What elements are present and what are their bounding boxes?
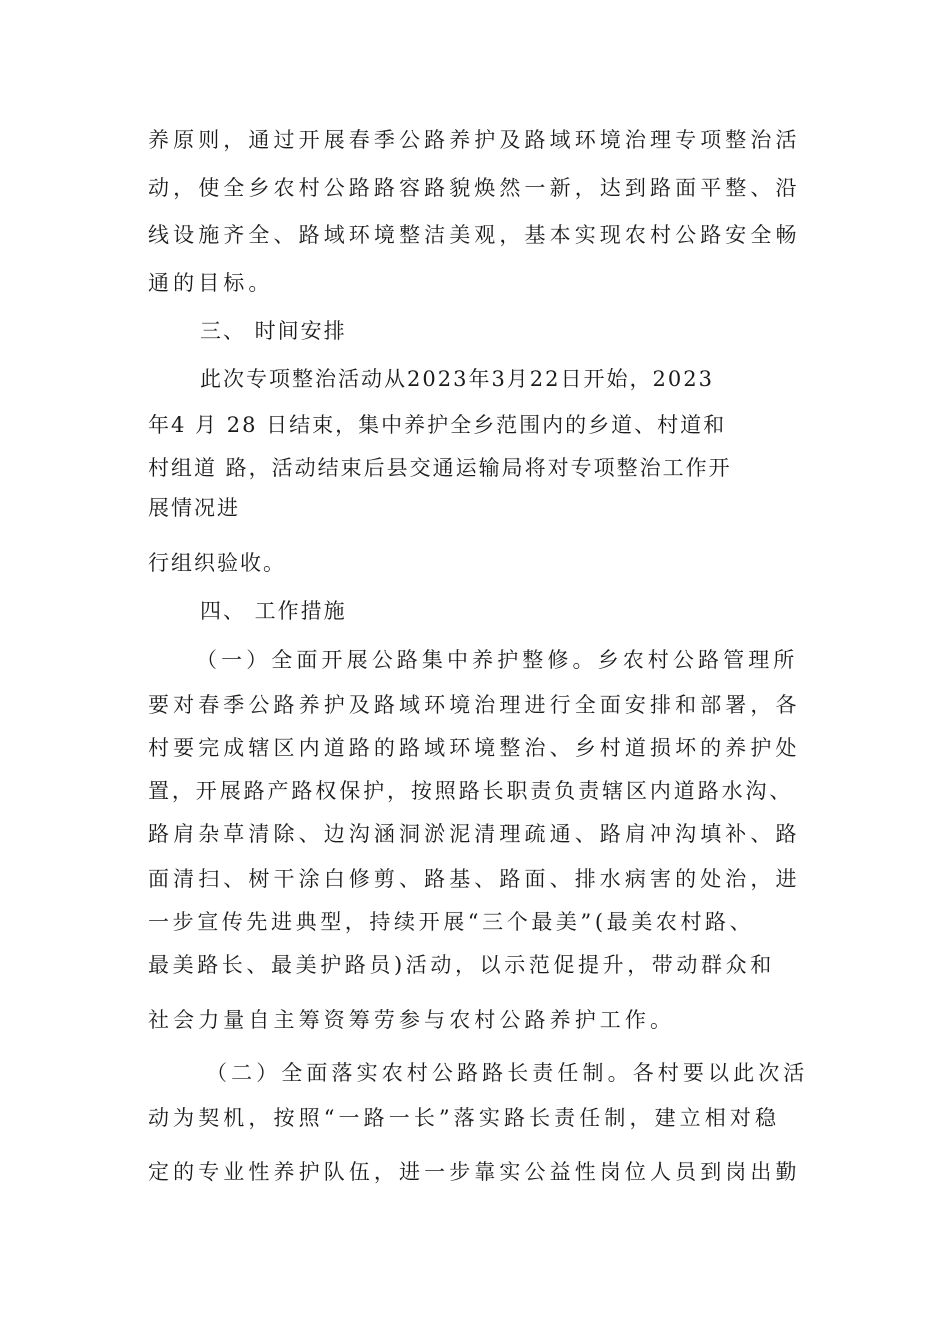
paragraph-line: 线设施齐全、路域环境整洁美观，基本实现农村公路安全畅 [148,223,801,247]
section-heading-four: 四、 工作措施 [200,599,347,623]
paragraph-line: 年4 月 28 日结束，集中养护全乡范围内的乡道、村道和 [148,413,727,437]
paragraph-line: 定的专业性养护队伍，进一步靠实公益性岗位人员到岗出勤 [148,1160,801,1184]
section-heading-three: 三、 时间安排 [200,319,347,343]
paragraph-line: （二）全面落实农村公路路长责任制。各村要以此次活 [206,1061,809,1085]
paragraph-line: 展情况进 [148,496,240,520]
paragraph-line: 通的目标。 [148,271,274,295]
paragraph-line: 村组道 路，活动结束后县交通运输局将对专项整治工作开 [148,456,732,480]
paragraph-line: 一步宣传先进典型，持续开展“三个最美”(最美农村路、 [148,910,755,934]
paragraph-line: 此次专项整治活动从2023年3月22日开始，2023 [200,367,714,391]
paragraph-line: 要对春季公路养护及路域环境治理进行全面安排和部署，各 [148,693,801,717]
paragraph-line: 社会力量自主筹资筹劳参与农村公路养护工作。 [148,1008,676,1032]
paragraph-line: 养原则，通过开展春季公路养护及路域环境治理专项整治活 [148,128,801,152]
paragraph-line: 置，开展路产路权保护，按照路长职责负责辖区内道路水沟、 [148,779,794,803]
paragraph-line: 面清扫、树干涂白修剪、路基、路面、排水病害的处治，进 [148,867,801,891]
paragraph-line: 行组织验收。 [148,551,286,575]
paragraph-line: 路肩杂草清除、边沟涵洞淤泥清理疏通、路肩冲沟填补、路 [148,822,801,846]
paragraph-line: 最美路长、最美护路员)活动，以示范促提升，带动群众和 [148,953,775,977]
paragraph-line: 动，使全乡农村公路路容路貌焕然一新，达到路面平整、沿 [148,176,801,200]
paragraph-line: （一）全面开展公路集中养护整修。乡农村公路管理所 [196,648,799,672]
paragraph-line: 动为契机，按照“一路一长”落实路长责任制，建立相对稳 [148,1106,781,1130]
paragraph-line: 村要完成辖区内道路的路域环境整治、乡村道损坏的养护处 [148,736,801,760]
